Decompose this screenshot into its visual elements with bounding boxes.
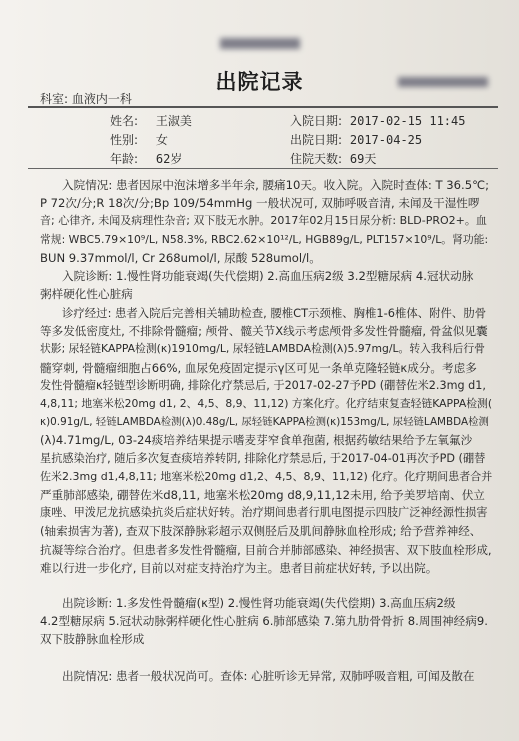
admission-diagnosis-line: 入院诊断: 1.慢性肾功能衰竭(失代偿期) 2.高血压病2级 3.2型糖尿病 4.冠状动脉 — [62, 269, 474, 283]
discharge-date-label: 出院日期: — [290, 133, 343, 147]
treatment-line: 严重肺部感染, 硼替佐米d8,11, 地塞米松20mg d8,9,11,12未用, 给予美罗培南、伏立 — [40, 488, 485, 503]
treatment-line: κ)0.91g/L, 轻链LAMBDA检测(λ)0.48g/L, 尿轻链KAPPA检测(κ)153mg/L, 尿轻链LAMBDA检测 — [40, 416, 489, 429]
department-label: 科室: 血液内一科 — [40, 92, 132, 106]
header-divider — [28, 106, 498, 108]
discharge-date-value: 2017-04-25 — [349, 133, 423, 147]
name-field — [110, 112, 192, 129]
treatment-line: 难以行进一步化疗, 目前以对症支持治疗为主。患者目前症状好转, 予以出院。 — [40, 560, 438, 575]
treatment-line: 抗凝等综合治疗。但患者多发性骨髓瘤, 目前合并肺部感染、神经损害、双下肢血栓形成, — [40, 542, 492, 557]
age-field — [110, 150, 182, 167]
discharge-diagnosis-line: 4.2型糖尿病 5.冠状动脉粥样硬化性心脏病 6.肺部感染 7.第九肋骨骨折 8.周围神经病9. — [40, 614, 488, 629]
gender-value: 女 — [155, 133, 168, 147]
age-value: 62岁 — [155, 152, 183, 166]
treatment-line: (轴索损害为著), 查双下肢深静脉彩超示双侧胫后及肌间静脉血栓形成; 给予营养神经、 — [40, 524, 482, 539]
treatment-line: (λ)4.71mg/L, 03-24痰培养结果提示嗜麦芽窄食单孢菌, 根据药敏结果给予左氧氟沙 — [40, 433, 473, 448]
treatment-line: 髓穿刺, 骨髓瘤细胞占66%, 血尿免疫固定提示γ区可见一条单克隆轻链κ成分。考虑多 — [40, 360, 477, 375]
admission-date-label: 入院日期: — [290, 114, 343, 128]
treatment-line: 状影; 尿轻链KAPPA检测(κ)1910mg/L, 尿轻链LAMBDA检测(λ)5.97mg/L。转入我科后行骨 — [40, 342, 485, 356]
treatment-line: 4,8,11; 地塞米松20mg d1, 2、4,5、8,9、11,12) 方案化疗。化疗结束复查轻链KAPPA检测( — [40, 397, 493, 411]
discharge-date-field — [290, 131, 422, 148]
discharge-diagnosis-line: 出院诊断: 1.多发性骨髓瘤(κ型) 2.慢性肾功能衰竭(失代偿期) 3.高血压病2级 — [62, 596, 456, 610]
name-value: 王淑美 — [155, 114, 192, 128]
admission-date-value: 2017-02-15 11:45 — [349, 114, 466, 128]
treatment-line: 佐米2.3mg d1,4,8,11; 地塞米松20mg d1,2、4,5、8,9、11,12) 化疗。化疗期间患者合并 — [40, 469, 493, 483]
name-label: 姓名: — [110, 114, 139, 128]
admission-status-section — [40, 176, 492, 267]
gender-field — [110, 131, 168, 148]
admission-status-line: P 72次/分;R 18次/分;Bp 109/54mmHg 一般状况可, 双肺呼吸音清, 未闻及干湿性啰 — [40, 196, 480, 211]
discharge-status-line: 出院情况: 患者一般状况尚可。查体: 心脏听诊无异常, 双肺呼吸音粗, 可闻及散在 — [62, 669, 475, 683]
admission-diagnosis-section — [40, 267, 492, 303]
admission-status-line: 音; 心律齐, 未闻及病理性杂音; 双下肢无水肿。2017年02月15日尿分析: BLD-PRO2+。血 — [40, 214, 487, 228]
discharge-diagnosis-section — [40, 594, 492, 649]
page-title: 出院记录 — [215, 70, 304, 94]
info-divider — [28, 168, 498, 169]
admission-status-line: 入院情况: 患者因尿中泡沫增多半年余, 腰痛10天。收入院。入院时查体: T 36.5℃; — [62, 178, 490, 192]
treatment-line: 康唑、甲泼尼龙抗感染抗炎后症状好转。治疗期间患者行肌电图提示四肢广泛神经源性损害 — [40, 506, 488, 520]
age-label: 年龄: — [110, 152, 139, 166]
admission-status-line: 常规: WBC5.79×10⁹/L, N58.3%, RBC2.62×10¹²/L, HGB89g/L, PLT157×10⁹/L。肾功能: — [40, 232, 489, 246]
admission-date-field — [290, 112, 465, 129]
admission-status-line: BUN 9.37mmol/l, Cr 268umol/l, 尿酸 528umol/l。 — [40, 250, 321, 265]
stay-days-value: 69天 — [349, 152, 377, 166]
discharge-status-section — [40, 667, 492, 685]
treatment-section — [40, 304, 492, 577]
treatment-line: 诊疗经过: 患者入院后完善相关辅助检查, 腰椎CT示颈椎、胸椎1-6椎体、附件、肋骨 — [62, 306, 487, 320]
admission-diagnosis-line: 粥样硬化性心脏病 — [40, 287, 133, 302]
treatment-line: 星抗感染治疗, 随后多次复查痰培养转阴, 排除化疗禁忌后, 于2017-04-01再次予PD (硼替 — [40, 451, 486, 465]
discharge-diagnosis-line: 双下肢静脉血栓形成 — [40, 632, 145, 647]
gender-label: 性别: — [110, 133, 139, 147]
stay-days-field — [290, 150, 376, 167]
treatment-line: 等多发低密度灶, 不排除骨髓瘤; 颅骨、髋关节X线示考虑颅骨多发性骨髓瘤, 骨盆似见囊 — [40, 324, 488, 339]
stay-days-label: 住院天数: — [290, 152, 343, 166]
treatment-line: 发性骨髓瘤κ轻链型诊断明确, 排除化疗禁忌后, 于2017-02-27予PD (硼替佐米2.3mg d1, — [40, 378, 486, 392]
redacted-hospital-name — [220, 38, 300, 49]
